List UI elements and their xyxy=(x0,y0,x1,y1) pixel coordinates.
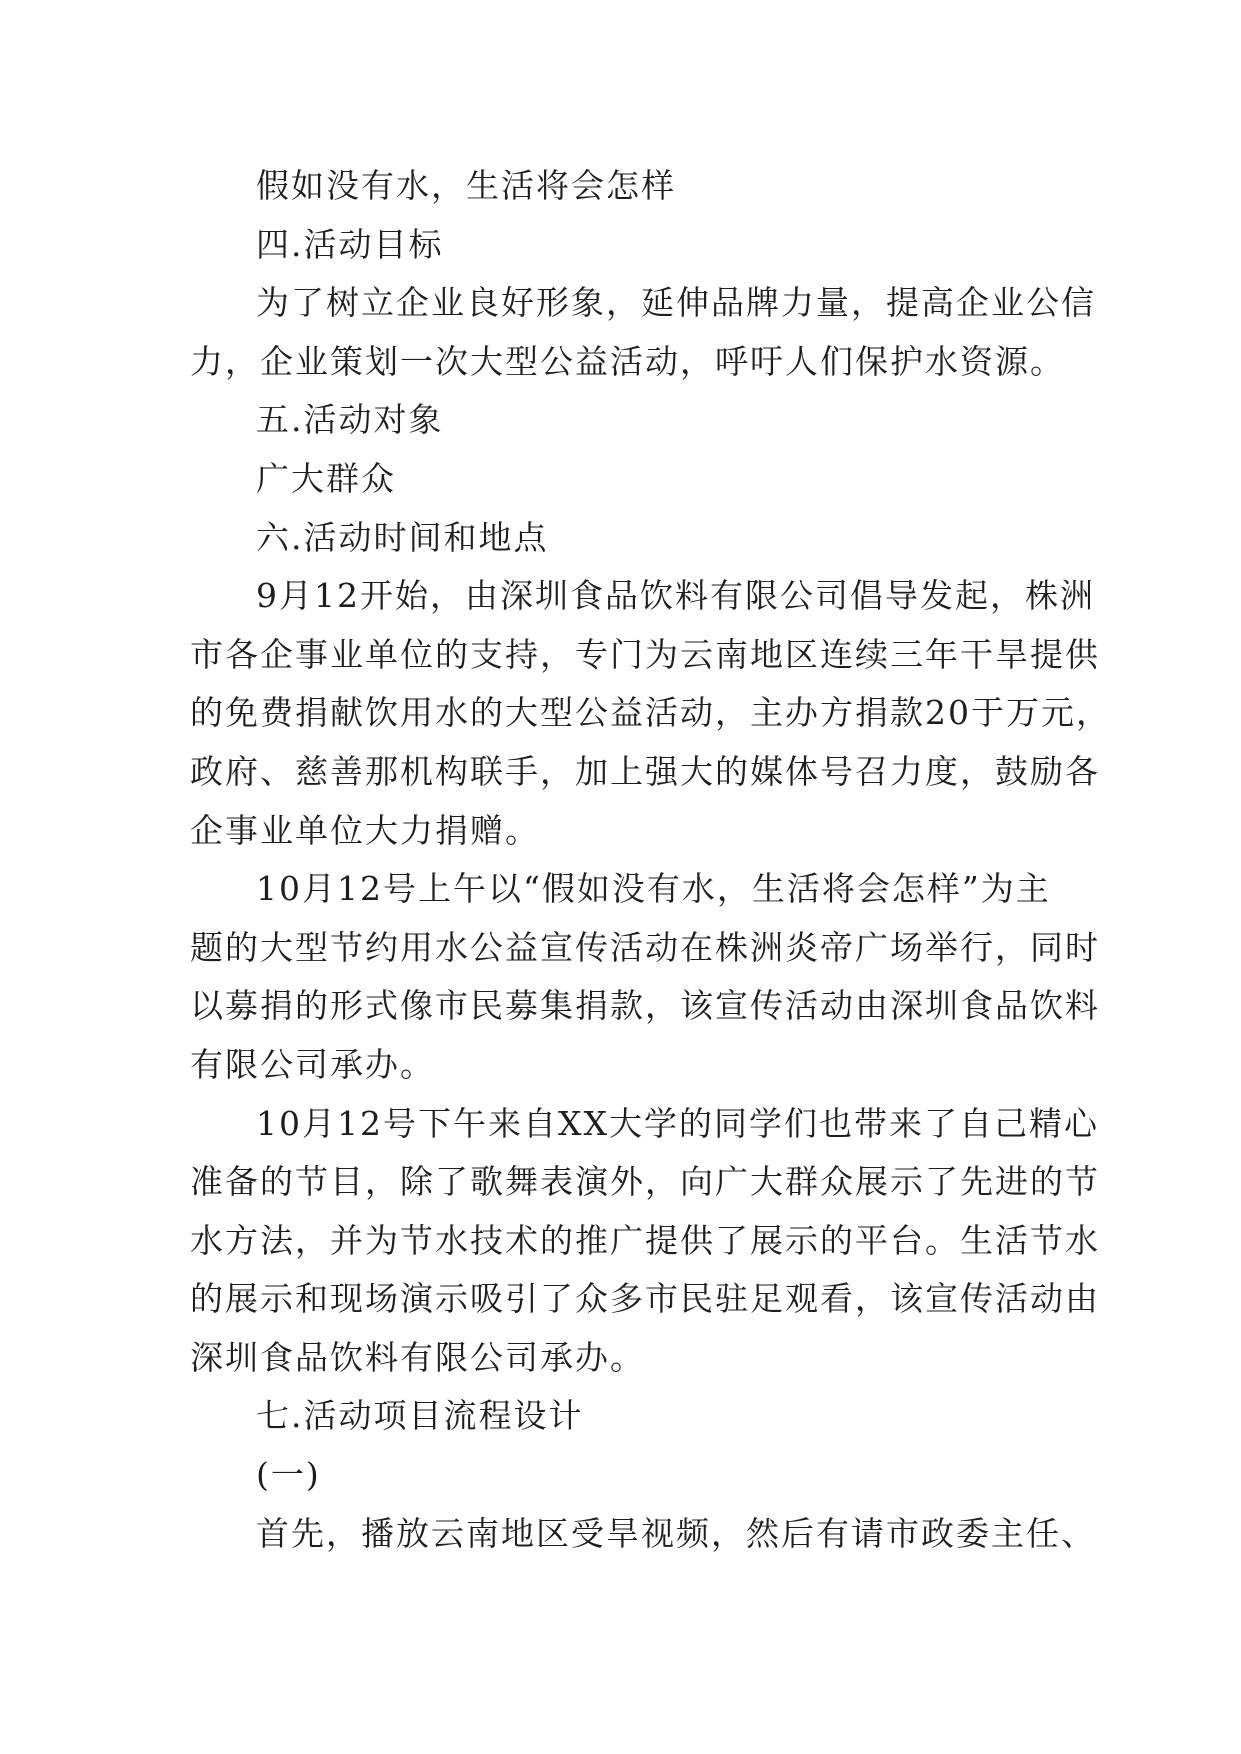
text-line: 市各企事业单位的支持，专门为云南地区连续三年干旱提供 xyxy=(190,634,1100,674)
text-line: (一) xyxy=(256,1455,321,1495)
text-line: 深圳食品饮料有限公司承办。 xyxy=(190,1337,645,1377)
document-body xyxy=(190,157,1111,1563)
text-line: 为了树立企业良好形象，延伸品牌力量，提高企业公信 xyxy=(256,283,1096,323)
text-line: 题的大型节约用水公益宣传活动在株洲炎帝广场举行，同时 xyxy=(190,927,1100,967)
text-line: 首先，播放云南地区受旱视频，然后有请市政委主任、 xyxy=(256,1513,1096,1553)
text-line: 政府、慈善那机构联手，加上强大的媒体号召力度，鼓励各 xyxy=(190,751,1100,791)
text-line: 准备的节目，除了歌舞表演外，向广大群众展示了先进的节 xyxy=(190,1162,1100,1202)
text-line: 有限公司承办。 xyxy=(190,1044,435,1084)
text-line: 的免费捐献饮用水的大型公益活动，主办方捐款20于万元， xyxy=(190,693,1111,733)
text-line: 六.活动时间和地点 xyxy=(256,517,549,557)
text-line: 以募捐的形式像市民募集捐款，该宣传活动由深圳食品饮料 xyxy=(190,986,1100,1026)
text-line: 10月12号上午以“假如没有水，生活将会怎样”为主 xyxy=(256,869,1051,909)
text-line: 的展示和现场演示吸引了众多市民驻足观看，该宣传活动由 xyxy=(190,1279,1100,1319)
text-line: 假如没有水，生活将会怎样 xyxy=(256,166,676,205)
text-line: 企事业单位大力捐赠。 xyxy=(190,810,540,850)
text-line: 力，企业策划一次大型公益活动，呼吁人们保护水资源。 xyxy=(190,341,1065,381)
text-line: 水方法，并为节水技术的推广提供了展示的平台。生活节水 xyxy=(190,1220,1100,1260)
text-line: 五.活动对象 xyxy=(256,400,444,440)
text-line: 广大群众 xyxy=(256,458,396,498)
text-line: 10月12号下午来自XX大学的同学们也带来了自己精心 xyxy=(256,1103,1099,1143)
text-line: 9月12开始，由深圳食品饮料有限公司倡导发起，株洲 xyxy=(256,576,1095,616)
text-line: 七.活动项目流程设计 xyxy=(256,1396,584,1436)
text-line: 四.活动目标 xyxy=(256,224,444,264)
